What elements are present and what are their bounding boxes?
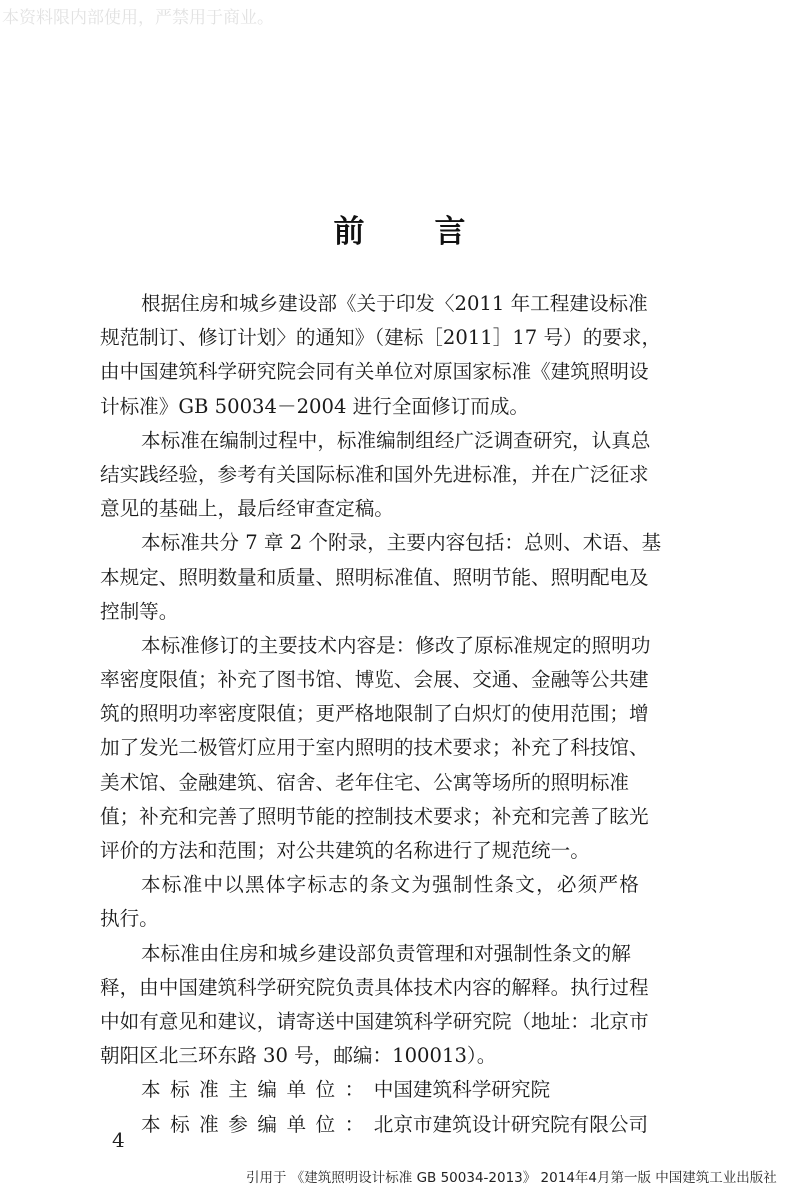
text-line: 释，由中国建筑科学研究院负责具体技术内容的解释。执行过程 xyxy=(100,975,649,999)
text-line: 意见的基础上，最后经审查定稿。 xyxy=(100,497,394,521)
text-line: 筑的照明功率密度限值；更严格地限制了白炽灯的使用范围；增 xyxy=(100,702,649,726)
chief-editor-unit xyxy=(100,1073,710,1107)
text-line: 评价的方法和范围；对公共建筑的名称进行了规范统一。 xyxy=(100,839,590,862)
text-line: 规范制订、修订计划〉的通知》（建标［2011］17 号）的要求， xyxy=(100,326,662,350)
text-line: 本标准修订的主要技术内容是：修改了原标准规定的照明功 xyxy=(141,633,651,657)
source-citation: 引用于 《建筑照明设计标准 GB 50034-2013》 2014年4月第一版 中国建筑工业出版社 xyxy=(246,1170,777,1186)
participating-unit xyxy=(100,1108,710,1142)
watermark-text: 本资料限内部使用，严禁用于商业。 xyxy=(2,8,274,28)
text-line: 美术馆、金融建筑、宿舍、老年住宅、公寓等场所的照明标准 xyxy=(100,770,630,794)
text-line: 朝阳区北三环东路 30 号，邮编：100013）。 xyxy=(100,1044,497,1068)
text-line: 本标准由住房和城乡建设部负责管理和对强制性条文的解 xyxy=(141,941,631,965)
text-line: 率密度限值；补充了图书馆、博览、会展、交通、金融等公共建 xyxy=(100,668,649,692)
text-line: 由中国建筑科学研究院会同有关单位对原国家标准《建筑照明设 xyxy=(100,360,649,384)
paragraph-contents xyxy=(100,526,710,629)
paragraph-process xyxy=(100,424,710,527)
text-line: 计标准》GB 50034－2004 进行全面修订而成。 xyxy=(100,394,530,418)
title-char-1: 前 xyxy=(333,214,365,250)
text-line: 本标准中以黑体字标志的条文为强制性条文，必须严格 xyxy=(141,873,641,897)
preface-body xyxy=(100,287,710,1142)
title-char-2: 言 xyxy=(434,214,466,250)
text-line: 本标准在编制过程中，标准编制组经广泛调查研究，认真总 xyxy=(141,428,651,452)
text-line: 加了发光二极管灯应用于室内照明的技术要求；补充了科技馆、 xyxy=(100,736,649,760)
text-line: 值；补充和完善了照明节能的控制技术要求；补充和完善了眩光 xyxy=(100,804,649,828)
chief-editor-label: 本标准主编单位： xyxy=(141,1078,374,1102)
participating-value: 北京市建筑设计研究院有限公司 xyxy=(373,1112,649,1136)
text-line: 根据住房和城乡建设部《关于印发〈2011 年工程建设标准 xyxy=(141,292,648,315)
paragraph-basis xyxy=(100,287,710,424)
text-line: 执行。 xyxy=(100,907,159,931)
text-line: 本标准共分 7 章 2 个附录，主要内容包括：总则、术语、基 xyxy=(141,531,662,555)
text-line: 本规定、照明数量和质量、照明标准值、照明节能、照明配电及 xyxy=(100,565,649,589)
text-line: 控制等。 xyxy=(100,599,179,623)
participating-label: 本标准参编单位： xyxy=(141,1112,374,1136)
paragraph-management xyxy=(100,937,710,1074)
paragraph-revisions xyxy=(100,629,710,868)
paragraph-mandatory xyxy=(100,868,710,936)
page-title xyxy=(0,206,799,251)
text-line: 结实践经验，参考有关国际标准和国外先进标准，并在广泛征求 xyxy=(100,462,649,486)
chief-editor-value: 中国建筑科学研究院 xyxy=(373,1078,551,1102)
text-line: 中如有意见和建议，请寄送中国建筑科学研究院（地址：北京市 xyxy=(100,1009,649,1033)
page-number: 4 xyxy=(112,1128,125,1152)
